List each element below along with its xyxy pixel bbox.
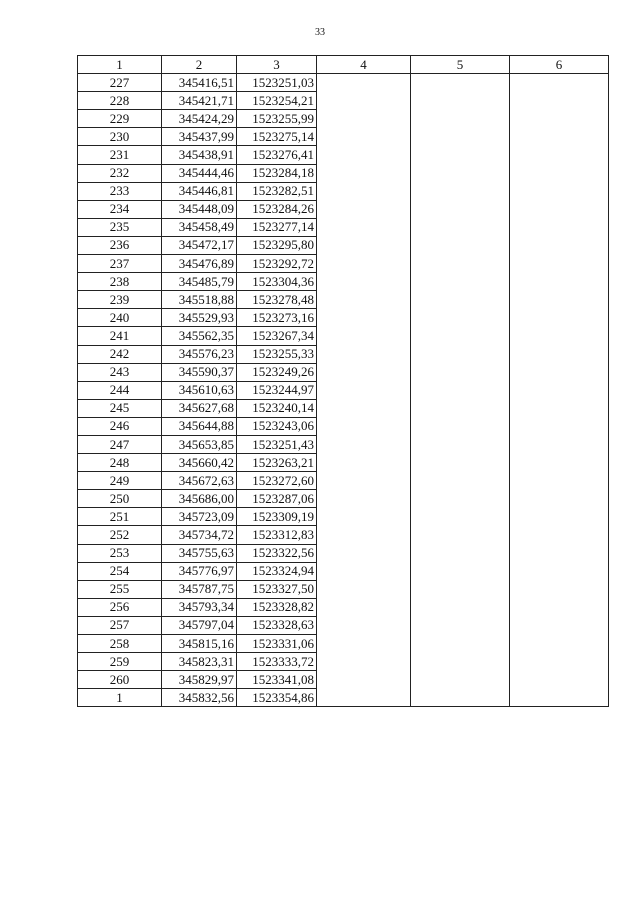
empty-cell-col-5 (411, 182, 510, 200)
empty-cell-col-6 (510, 508, 609, 526)
y-coordinate-cell: 1523255,99 (237, 110, 317, 128)
table-body (78, 74, 609, 707)
table-row (78, 417, 609, 435)
empty-cell-col-4 (317, 562, 411, 580)
table-row (78, 616, 609, 634)
x-coordinate-cell: 345438,91 (162, 146, 237, 164)
empty-cell-col-6 (510, 399, 609, 417)
empty-cell-col-5 (411, 417, 510, 435)
x-coordinate-cell: 345446,81 (162, 182, 237, 200)
x-coordinate-cell: 345472,17 (162, 236, 237, 254)
x-coordinate-cell: 345590,37 (162, 363, 237, 381)
empty-cell-col-4 (317, 74, 411, 92)
empty-cell-col-4 (317, 580, 411, 598)
point-number-cell: 255 (78, 580, 162, 598)
x-coordinate-cell: 345755,63 (162, 544, 237, 562)
point-number-cell: 245 (78, 399, 162, 417)
empty-cell-col-5 (411, 345, 510, 363)
empty-cell-col-4 (317, 236, 411, 254)
y-coordinate-cell: 1523277,14 (237, 218, 317, 236)
point-number-cell: 246 (78, 417, 162, 435)
table-row (78, 218, 609, 236)
y-coordinate-cell: 1523275,14 (237, 128, 317, 146)
empty-cell-col-6 (510, 146, 609, 164)
empty-cell-col-5 (411, 544, 510, 562)
point-number-cell: 227 (78, 74, 162, 92)
empty-cell-col-6 (510, 363, 609, 381)
empty-cell-col-5 (411, 598, 510, 616)
x-coordinate-cell: 345627,68 (162, 399, 237, 417)
table-row (78, 146, 609, 164)
y-coordinate-cell: 1523284,18 (237, 164, 317, 182)
table-row (78, 236, 609, 254)
x-coordinate-cell: 345829,97 (162, 671, 237, 689)
column-header-6: 6 (510, 56, 609, 74)
x-coordinate-cell: 345653,85 (162, 435, 237, 453)
empty-cell-col-6 (510, 454, 609, 472)
empty-cell-col-5 (411, 74, 510, 92)
y-coordinate-cell: 1523292,72 (237, 255, 317, 273)
point-number-cell: 232 (78, 164, 162, 182)
y-coordinate-cell: 1523251,43 (237, 435, 317, 453)
table-row (78, 74, 609, 92)
empty-cell-col-6 (510, 110, 609, 128)
x-coordinate-cell: 345644,88 (162, 417, 237, 435)
point-number-cell: 250 (78, 490, 162, 508)
y-coordinate-cell: 1523328,82 (237, 598, 317, 616)
empty-cell-col-5 (411, 653, 510, 671)
y-coordinate-cell: 1523244,97 (237, 381, 317, 399)
x-coordinate-cell: 345686,00 (162, 490, 237, 508)
x-coordinate-cell: 345476,89 (162, 255, 237, 273)
point-number-cell: 237 (78, 255, 162, 273)
table-row (78, 381, 609, 399)
point-number-cell: 254 (78, 562, 162, 580)
x-coordinate-cell: 345562,35 (162, 327, 237, 345)
empty-cell-col-6 (510, 689, 609, 707)
empty-cell-col-4 (317, 255, 411, 273)
empty-cell-col-4 (317, 363, 411, 381)
empty-cell-col-4 (317, 164, 411, 182)
point-number-cell: 256 (78, 598, 162, 616)
x-coordinate-cell: 345610,63 (162, 381, 237, 399)
x-coordinate-cell: 345458,49 (162, 218, 237, 236)
empty-cell-col-6 (510, 309, 609, 327)
y-coordinate-cell: 1523324,94 (237, 562, 317, 580)
y-coordinate-cell: 1523333,72 (237, 653, 317, 671)
column-header-3: 3 (237, 56, 317, 74)
table-row (78, 291, 609, 309)
empty-cell-col-5 (411, 110, 510, 128)
empty-cell-col-4 (317, 327, 411, 345)
empty-cell-col-6 (510, 164, 609, 182)
x-coordinate-cell: 345444,46 (162, 164, 237, 182)
column-header-2: 2 (162, 56, 237, 74)
empty-cell-col-6 (510, 236, 609, 254)
table-row (78, 128, 609, 146)
point-number-cell: 234 (78, 200, 162, 218)
empty-cell-col-6 (510, 544, 609, 562)
empty-cell-col-5 (411, 490, 510, 508)
empty-cell-col-4 (317, 490, 411, 508)
table-row (78, 92, 609, 110)
point-number-cell: 239 (78, 291, 162, 309)
empty-cell-col-6 (510, 635, 609, 653)
empty-cell-col-6 (510, 200, 609, 218)
point-number-cell: 251 (78, 508, 162, 526)
empty-cell-col-5 (411, 635, 510, 653)
empty-cell-col-6 (510, 616, 609, 634)
y-coordinate-cell: 1523304,36 (237, 273, 317, 291)
column-header-5: 5 (411, 56, 510, 74)
x-coordinate-cell: 345421,71 (162, 92, 237, 110)
empty-cell-col-4 (317, 110, 411, 128)
y-coordinate-cell: 1523309,19 (237, 508, 317, 526)
empty-cell-col-5 (411, 291, 510, 309)
point-number-cell: 257 (78, 616, 162, 634)
empty-cell-col-4 (317, 417, 411, 435)
empty-cell-col-5 (411, 363, 510, 381)
y-coordinate-cell: 1523284,26 (237, 200, 317, 218)
empty-cell-col-5 (411, 236, 510, 254)
x-coordinate-cell: 345518,88 (162, 291, 237, 309)
empty-cell-col-6 (510, 435, 609, 453)
y-coordinate-cell: 1523354,86 (237, 689, 317, 707)
x-coordinate-cell: 345416,51 (162, 74, 237, 92)
empty-cell-col-6 (510, 74, 609, 92)
y-coordinate-cell: 1523331,06 (237, 635, 317, 653)
empty-cell-col-5 (411, 399, 510, 417)
empty-cell-col-4 (317, 435, 411, 453)
table-row (78, 255, 609, 273)
empty-cell-col-4 (317, 92, 411, 110)
point-number-cell: 235 (78, 218, 162, 236)
x-coordinate-cell: 345776,97 (162, 562, 237, 580)
table-row (78, 327, 609, 345)
point-number-cell: 229 (78, 110, 162, 128)
empty-cell-col-5 (411, 508, 510, 526)
empty-cell-col-6 (510, 291, 609, 309)
point-number-cell: 260 (78, 671, 162, 689)
table-row (78, 345, 609, 363)
empty-cell-col-5 (411, 562, 510, 580)
empty-cell-col-5 (411, 671, 510, 689)
table-row (78, 472, 609, 490)
empty-cell-col-5 (411, 218, 510, 236)
y-coordinate-cell: 1523312,83 (237, 526, 317, 544)
table-row (78, 526, 609, 544)
empty-cell-col-6 (510, 472, 609, 490)
table-row (78, 671, 609, 689)
empty-cell-col-4 (317, 544, 411, 562)
x-coordinate-cell: 345793,34 (162, 598, 237, 616)
empty-cell-col-5 (411, 146, 510, 164)
x-coordinate-cell: 345823,31 (162, 653, 237, 671)
table-row (78, 110, 609, 128)
empty-cell-col-4 (317, 273, 411, 291)
empty-cell-col-4 (317, 689, 411, 707)
y-coordinate-cell: 1523322,56 (237, 544, 317, 562)
empty-cell-col-6 (510, 417, 609, 435)
empty-cell-col-5 (411, 309, 510, 327)
empty-cell-col-4 (317, 598, 411, 616)
empty-cell-col-4 (317, 291, 411, 309)
x-coordinate-cell: 345734,72 (162, 526, 237, 544)
point-number-cell: 233 (78, 182, 162, 200)
empty-cell-col-6 (510, 218, 609, 236)
empty-cell-col-4 (317, 508, 411, 526)
y-coordinate-cell: 1523278,48 (237, 291, 317, 309)
empty-cell-col-5 (411, 472, 510, 490)
point-number-cell: 253 (78, 544, 162, 562)
table-row (78, 598, 609, 616)
table-row (78, 200, 609, 218)
empty-cell-col-5 (411, 128, 510, 146)
point-number-cell: 231 (78, 146, 162, 164)
point-number-cell: 240 (78, 309, 162, 327)
table-row (78, 164, 609, 182)
y-coordinate-cell: 1523243,06 (237, 417, 317, 435)
empty-cell-col-4 (317, 454, 411, 472)
empty-cell-col-6 (510, 327, 609, 345)
x-coordinate-cell: 345723,09 (162, 508, 237, 526)
x-coordinate-cell: 345437,99 (162, 128, 237, 146)
empty-cell-col-4 (317, 182, 411, 200)
y-coordinate-cell: 1523267,34 (237, 327, 317, 345)
empty-cell-col-4 (317, 309, 411, 327)
point-number-cell: 242 (78, 345, 162, 363)
table-row (78, 580, 609, 598)
y-coordinate-cell: 1523282,51 (237, 182, 317, 200)
empty-cell-col-6 (510, 580, 609, 598)
table-header-row (78, 56, 609, 74)
empty-cell-col-6 (510, 255, 609, 273)
y-coordinate-cell: 1523249,26 (237, 363, 317, 381)
empty-cell-col-6 (510, 381, 609, 399)
empty-cell-col-5 (411, 381, 510, 399)
empty-cell-col-5 (411, 435, 510, 453)
y-coordinate-cell: 1523272,60 (237, 472, 317, 490)
empty-cell-col-6 (510, 182, 609, 200)
empty-cell-col-4 (317, 399, 411, 417)
empty-cell-col-6 (510, 671, 609, 689)
point-number-cell: 244 (78, 381, 162, 399)
x-coordinate-cell: 345529,93 (162, 309, 237, 327)
y-coordinate-cell: 1523276,41 (237, 146, 317, 164)
table-row (78, 454, 609, 472)
y-coordinate-cell: 1523273,16 (237, 309, 317, 327)
table-row (78, 635, 609, 653)
point-number-cell: 238 (78, 273, 162, 291)
table-row (78, 435, 609, 453)
point-number-cell: 248 (78, 454, 162, 472)
x-coordinate-cell: 345832,56 (162, 689, 237, 707)
table-row (78, 182, 609, 200)
x-coordinate-cell: 345672,63 (162, 472, 237, 490)
point-number-cell: 249 (78, 472, 162, 490)
empty-cell-col-4 (317, 128, 411, 146)
y-coordinate-cell: 1523240,14 (237, 399, 317, 417)
column-header-1: 1 (78, 56, 162, 74)
table-row (78, 544, 609, 562)
empty-cell-col-4 (317, 616, 411, 634)
table-row (78, 490, 609, 508)
point-number-cell: 230 (78, 128, 162, 146)
empty-cell-col-4 (317, 200, 411, 218)
table-row (78, 273, 609, 291)
x-coordinate-cell: 345448,09 (162, 200, 237, 218)
point-number-cell: 228 (78, 92, 162, 110)
y-coordinate-cell: 1523263,21 (237, 454, 317, 472)
empty-cell-col-5 (411, 273, 510, 291)
empty-cell-col-6 (510, 345, 609, 363)
empty-cell-col-6 (510, 526, 609, 544)
x-coordinate-cell: 345660,42 (162, 454, 237, 472)
empty-cell-col-4 (317, 381, 411, 399)
point-number-cell: 1 (78, 689, 162, 707)
x-coordinate-cell: 345576,23 (162, 345, 237, 363)
empty-cell-col-5 (411, 454, 510, 472)
empty-cell-col-5 (411, 327, 510, 345)
y-coordinate-cell: 1523328,63 (237, 616, 317, 634)
empty-cell-col-5 (411, 616, 510, 634)
empty-cell-col-5 (411, 255, 510, 273)
x-coordinate-cell: 345787,75 (162, 580, 237, 598)
table-row (78, 399, 609, 417)
column-header-4: 4 (317, 56, 411, 74)
empty-cell-col-6 (510, 92, 609, 110)
point-number-cell: 241 (78, 327, 162, 345)
empty-cell-col-4 (317, 653, 411, 671)
empty-cell-col-6 (510, 490, 609, 508)
x-coordinate-cell: 345485,79 (162, 273, 237, 291)
page-number: 33 (315, 27, 325, 38)
empty-cell-col-5 (411, 526, 510, 544)
empty-cell-col-4 (317, 671, 411, 689)
table-row (78, 562, 609, 580)
y-coordinate-cell: 1523341,08 (237, 671, 317, 689)
empty-cell-col-6 (510, 653, 609, 671)
empty-cell-col-4 (317, 472, 411, 490)
empty-cell-col-4 (317, 146, 411, 164)
empty-cell-col-5 (411, 164, 510, 182)
empty-cell-col-6 (510, 273, 609, 291)
point-number-cell: 259 (78, 653, 162, 671)
x-coordinate-cell: 345424,29 (162, 110, 237, 128)
coordinates-table (77, 55, 609, 707)
empty-cell-col-4 (317, 218, 411, 236)
y-coordinate-cell: 1523287,06 (237, 490, 317, 508)
table-row (78, 689, 609, 707)
x-coordinate-cell: 345815,16 (162, 635, 237, 653)
table-row (78, 508, 609, 526)
point-number-cell: 258 (78, 635, 162, 653)
empty-cell-col-5 (411, 200, 510, 218)
empty-cell-col-5 (411, 689, 510, 707)
empty-cell-col-6 (510, 598, 609, 616)
y-coordinate-cell: 1523254,21 (237, 92, 317, 110)
table-row (78, 363, 609, 381)
y-coordinate-cell: 1523251,03 (237, 74, 317, 92)
point-number-cell: 247 (78, 435, 162, 453)
x-coordinate-cell: 345797,04 (162, 616, 237, 634)
y-coordinate-cell: 1523295,80 (237, 236, 317, 254)
y-coordinate-cell: 1523255,33 (237, 345, 317, 363)
table-row (78, 309, 609, 327)
empty-cell-col-4 (317, 345, 411, 363)
point-number-cell: 236 (78, 236, 162, 254)
empty-cell-col-4 (317, 635, 411, 653)
empty-cell-col-6 (510, 128, 609, 146)
table-row (78, 653, 609, 671)
empty-cell-col-4 (317, 526, 411, 544)
point-number-cell: 243 (78, 363, 162, 381)
empty-cell-col-5 (411, 580, 510, 598)
empty-cell-col-5 (411, 92, 510, 110)
empty-cell-col-6 (510, 562, 609, 580)
y-coordinate-cell: 1523327,50 (237, 580, 317, 598)
point-number-cell: 252 (78, 526, 162, 544)
